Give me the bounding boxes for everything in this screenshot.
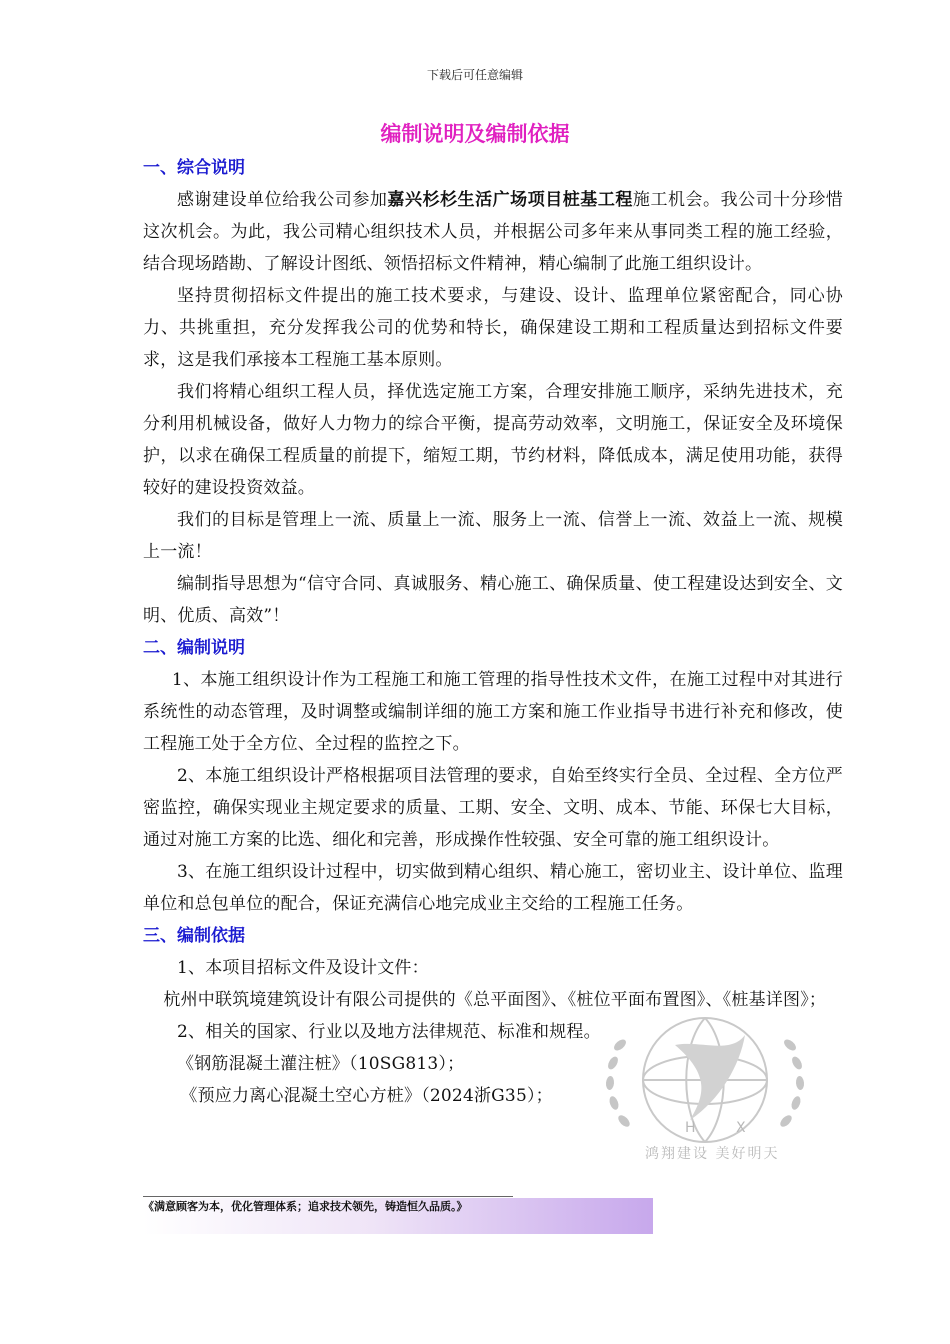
section-heading-overview: 一、综合说明	[143, 158, 245, 178]
paragraph: 1、本项目招标文件及设计文件：	[177, 958, 429, 978]
footer-divider	[143, 1196, 513, 1197]
section-heading-basis: 三、编制依据	[143, 926, 245, 946]
section-heading-description: 二、编制说明	[143, 638, 245, 658]
paragraph-text: 施工机会。我公司十分珍惜这次机会。为此，我公司精心组织技术人员，并根据公司多年来从事同类工程的施工经验，结合现场踏勘、了解设计图纸、领悟招标文件精神，精心编制了此施工组织设计。	[143, 190, 843, 274]
paragraph: 3、在施工组织设计过程中，切实做到精心组织、精心施工，密切业主、设计单位、监理单位和总包单位的配合，保证充满信心地完成业主交给的工程施工任务。	[143, 862, 843, 914]
watermark-slogan: 鸿翔建设 美好明天	[645, 1146, 780, 1162]
reference-item: 《预应力离心混凝土空心方桩》（2024浙G35）；	[180, 1086, 553, 1106]
footer-motto: 《满意顾客为本，优化管理体系；追求技术领先，铸造恒久品质。》	[143, 1200, 468, 1213]
project-name: 嘉兴杉杉生活广场项目桩基工程	[387, 190, 633, 210]
reference-item: 《钢筋混凝土灌注桩》（10SG813）；	[177, 1054, 465, 1074]
paragraph: 我们的目标是管理上一流、质量上一流、服务上一流、信誉上一流、效益上一流、规模上一流！	[143, 510, 843, 562]
paragraph: 我们将精心组织工程人员，择优选定施工方案，合理安排施工顺序，采纳先进技术，充分利用机械设备，做好人力物力的综合平衡，提高劳动效率，文明施工，保证安全及环境保护，以求在确保工程质量的前提下，缩短工期，节约材料，降低成本，满足使用功能，获得较好的建设投资效益。	[143, 382, 843, 498]
document-title: 编制说明及编制依据	[380, 122, 570, 146]
document-body	[143, 152, 843, 1112]
paragraph	[143, 184, 843, 280]
paragraph: 1、本施工组织设计作为工程施工和施工管理的指导性技术文件，在施工过程中对其进行系统性的动态管理，及时调整或编制详细的施工方案和施工作业指导书进行补充和修改，使工程施工处于全方位、全过程的监控之下。	[143, 670, 843, 754]
paragraph: 2、本施工组织设计严格根据项目法管理的要求，自始至终实行全员、全过程、全方位严密监控，确保实现业主规定要求的质量、工期、安全、文明、成本、节能、环保七大目标，通过对施工方案的比选、细化和完善，形成操作性较强、安全可靠的施工组织设计。	[143, 766, 843, 850]
paragraph: 2、相关的国家、行业以及地方法律规范、标准和规程。	[177, 1022, 601, 1042]
watermark-letters: H X	[685, 1120, 764, 1136]
page-header: 下载后可任意编辑	[426, 68, 523, 82]
paragraph: 编制指导思想为“信守合同、真诚服务、精心施工、确保质量、使工程建设达到安全、文明、优质、高效”！	[143, 574, 843, 626]
paragraph: 坚持贯彻招标文件提出的施工技术要求，与建设、设计、监理单位紧密配合，同心协力、共挑重担，充分发挥我公司的优势和特长，确保建设工期和工程质量达到招标文件要求，这是我们承接本工程施工基本原则。	[143, 286, 843, 370]
paragraph: 杭州中联筑境建筑设计有限公司提供的《总平面图》、《桩位平面布置图》、《桩基详图》；	[163, 990, 827, 1010]
paragraph-text: 感谢建设单位给我公司参加	[177, 190, 388, 210]
